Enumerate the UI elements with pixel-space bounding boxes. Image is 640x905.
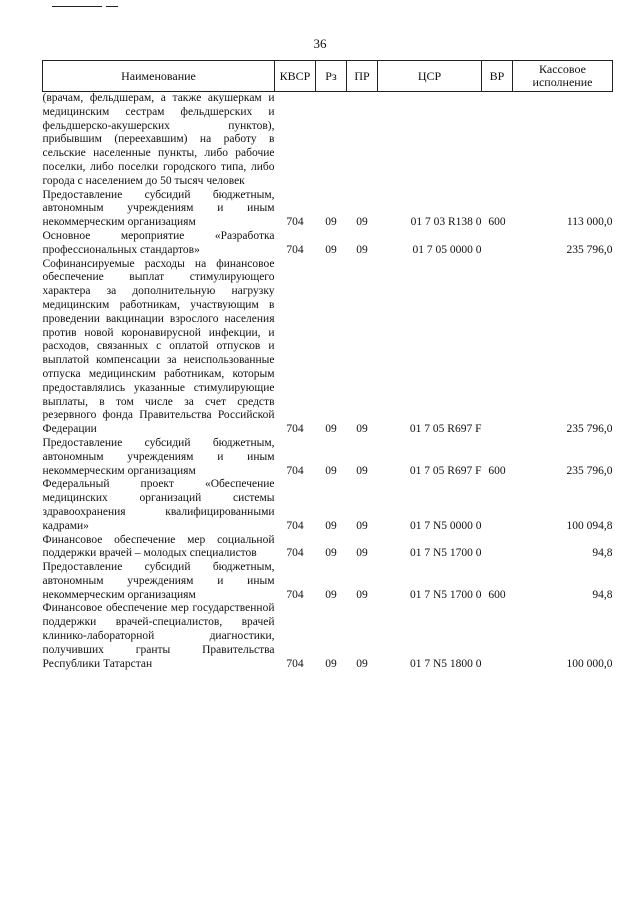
cell-name: Основное мероприятие «Разработка профессиональных стандартов» [42,229,275,256]
cell-rz: 09 [325,547,337,560]
cell-amount: 100 094,8 [566,519,613,532]
table-row [43,602,613,671]
cell-vr [482,602,513,671]
cell-csr [378,92,482,189]
cell-pr: 09 [356,547,368,560]
cell-name: Софинансируемые расходы на финансовое обеспечение выплат стимулирующего характера за дополнительную нагрузку медицинским работникам, участвующим в проведении вакцинации взрослого населения против новой коронавирусной инфекции, и расходов, связанных с оплатой отпусков и выплатой компенсации за неиспользованные отпуска медицинским работникам, которым предоставлялись указанные стимулирующие выплаты, в том числе за счет средств резервного фонда Правительства Российской Федерации [42,257,275,436]
cell-kvsr: 704 [286,216,304,229]
cell-csr: 01 7 05 R697 F [409,423,482,436]
cell-rz [316,92,347,189]
cell-rz: 09 [325,216,337,229]
cell-csr: 01 7 N5 1700 0 [409,588,482,601]
cell-kvsr: 704 [286,519,304,532]
cell-pr [347,92,378,189]
cell-pr: 09 [356,519,368,532]
table-header-row [43,61,613,92]
table-row [43,437,613,478]
cell-csr: 01 7 05 0000 0 [412,243,482,256]
header-rz: Рз [316,61,347,92]
header-rule-short [106,6,118,7]
header-amount: Кассовое исполнение [513,61,613,92]
cell-pr: 09 [356,657,368,670]
cell-vr [482,534,513,562]
cell-vr [482,258,513,437]
cell-amount [513,92,613,189]
header-csr: ЦСР [378,61,482,92]
cell-pr: 09 [356,243,368,256]
cell-rz: 09 [325,657,337,670]
cell-amount: 235 796,0 [566,423,613,436]
cell-vr: 600 [488,464,506,477]
cell-name: Предоставление субсидий бюджетным, автономным учреждениям и иным некоммерческим организациям [42,561,275,601]
cell-amount: 94,8 [592,547,613,560]
cell-rz: 09 [325,243,337,256]
cell-amount: 94,8 [592,588,613,601]
table-row [43,230,613,258]
cell-amount: 235 796,0 [566,243,613,256]
table-row [43,561,613,602]
cell-kvsr: 704 [286,547,304,560]
budget-table [42,60,613,671]
header-vr: ВР [482,61,513,92]
cell-csr: 01 7 03 R138 0 [410,216,482,229]
header-kvsr: КВСР [275,61,316,92]
cell-rz: 09 [325,423,337,436]
cell-vr [482,92,513,189]
cell-pr: 09 [356,588,368,601]
cell-name: Финансовое обеспечение мер государственной поддержки врачей-специалистов, врачей клинико-лабораторной диагностики, получивших гранты Правительства Республики Татарстан [42,602,275,670]
cell-amount: 100 000,0 [566,657,613,670]
table-row [43,478,613,533]
cell-kvsr: 704 [286,423,304,436]
cell-name: (врачам, фельдшерам, а также акушеркам и медицинским сестрам фельдшерских и фельдшерско-акушерских пунктов), прибывшим (переехавшим) на работу в сельские населенные пункты, либо рабочие поселки, либо поселки городского типа, либо города с населением до 50 тысяч человек [42,92,275,187]
cell-csr: 01 7 N5 1800 0 [409,657,482,670]
cell-csr: 01 7 N5 1700 0 [409,547,482,560]
cell-pr: 09 [356,216,368,229]
cell-vr [482,478,513,533]
cell-kvsr: 704 [286,243,304,256]
cell-kvsr: 704 [286,464,304,477]
header-name: Наименование [43,61,275,92]
cell-pr: 09 [356,464,368,477]
cell-name: Федеральный проект «Обеспечение медицинских организаций системы здравоохранения квалифицированными кадрами» [42,478,275,532]
cell-kvsr [275,92,316,189]
cell-vr: 600 [488,588,506,601]
cell-kvsr: 704 [286,657,304,670]
cell-rz: 09 [325,464,337,477]
table-row [43,534,613,562]
cell-csr: 01 7 N5 0000 0 [409,519,482,532]
cell-kvsr: 704 [286,588,304,601]
cell-name: Предоставление субсидий бюджетным, автономным учреждениям и иным некоммерческим организациям [42,188,275,229]
cell-vr: 600 [488,216,506,229]
cell-vr [482,230,513,258]
header-rule [52,6,102,7]
table-row [43,189,613,230]
cell-amount: 235 796,0 [566,464,613,477]
cell-amount: 113 000,0 [566,216,613,229]
cell-name: Финансовое обеспечение мер социальной поддержки врачей – молодых специалистов [42,533,275,560]
header-pr: ПР [347,61,378,92]
cell-name: Предоставление субсидий бюджетным, автономным учреждениям и иным некоммерческим организациям [42,436,275,477]
page-number: 36 [313,36,327,51]
table-row [43,258,613,437]
cell-csr: 01 7 05 R697 F [409,464,482,477]
cell-rz: 09 [325,588,337,601]
cell-rz: 09 [325,519,337,532]
table-row [43,92,613,189]
cell-pr: 09 [356,423,368,436]
